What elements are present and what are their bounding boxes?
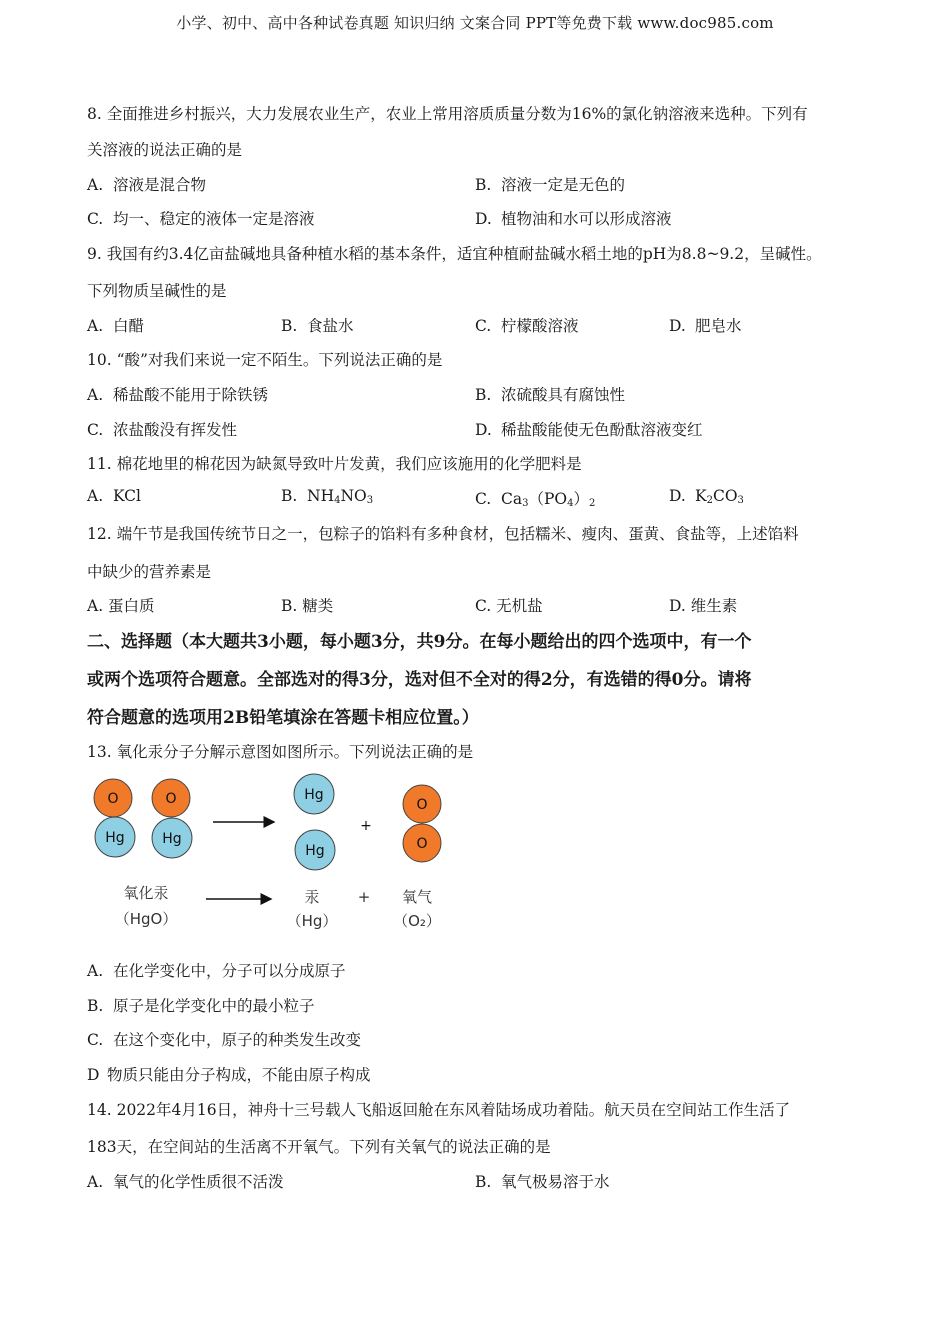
svg-text:氧化汞: 氧化汞 <box>123 884 169 902</box>
option-label: A. <box>87 487 104 505</box>
q10-stem: 10. “酸”对我们来说一定不陌生。下列说法正确的是 <box>87 351 443 369</box>
svg-text:O: O <box>107 791 119 807</box>
q13-stem: 13. 氧化汞分子分解示意图如图所示。下列说法正确的是 <box>87 743 474 761</box>
q13-option-b[interactable] <box>87 994 315 1016</box>
q14-option-b[interactable] <box>475 1170 610 1192</box>
q12-option-b[interactable]: B. 糖类 <box>281 597 334 615</box>
q12-option-c[interactable]: C. 无机盐 <box>475 597 543 615</box>
option-text: 原子是化学变化中的最小粒子 <box>113 997 315 1015</box>
q11-option-a[interactable] <box>87 487 141 505</box>
svg-text:+: + <box>360 818 372 834</box>
q9-stem-line1: 9. 我国有约3.4亿亩盐碱地具备种植水稻的基本条件，适宜种植耐盐碱水稻土地的pH为8.8~9.2，呈碱性。 <box>87 245 822 263</box>
option-label: A. <box>87 317 104 335</box>
svg-text:O: O <box>416 836 428 852</box>
section2-heading-line1: 二、选择题（本大题共3小题，每小题3分，共9分。在每小题给出的四个选项中，有一个 <box>87 632 752 652</box>
svg-text:Hg: Hg <box>162 831 182 847</box>
q12-stem-line1: 12. 端午节是我国传统节日之一，包粽子的馅料有多种食材，包括糯米、瘦肉、蛋黄、食盐等，上述馅料 <box>87 525 799 543</box>
q11-option-d[interactable] <box>669 487 744 506</box>
q9-option-d[interactable] <box>669 314 742 336</box>
option-text: $Ca_3(PO_4)_2$ <box>501 490 596 509</box>
option-text: 植物油和水可以形成溶液 <box>501 210 672 228</box>
option-label: B. <box>281 487 298 505</box>
option-text: 柠檬酸溶液 <box>501 317 579 335</box>
section2-heading-line2: 或两个选项符合题意。全部选对的得3分，选对但不全对的得2分，有选错的得0分。请将 <box>87 670 752 690</box>
option-label: D <box>87 1066 100 1084</box>
option-text: 浓盐酸没有挥发性 <box>113 421 238 439</box>
option-label: D. <box>669 487 686 505</box>
option-text: 氧气的化学性质很不活泼 <box>113 1173 284 1191</box>
option-label: B. <box>475 176 492 194</box>
option-label: D. <box>475 210 492 228</box>
hgo-molecule-2 <box>152 779 192 858</box>
page-header: 小学、初中、高中各种试卷真题 知识归纳 文案合同 PPT等免费下载 www.doc985.com <box>176 14 774 32</box>
option-text: 稀盐酸能使无色酚酞溶液变红 <box>501 421 703 439</box>
option-label: B. <box>475 386 492 404</box>
option-label: C. <box>87 1031 104 1049</box>
option-text: 均一、稳定的液体一定是溶液 <box>113 210 315 228</box>
option-text: 在化学变化中，分子可以分成原子 <box>113 962 346 980</box>
q8-option-b[interactable] <box>475 173 625 195</box>
svg-text:Hg: Hg <box>305 843 325 859</box>
q13-option-c[interactable] <box>87 1028 361 1050</box>
option-text: KCl <box>113 487 141 505</box>
q11-stem: 11. 棉花地里的棉花因为缺氮导致叶片发黄，我们应该施用的化学肥料是 <box>87 455 582 473</box>
option-label: C. <box>475 490 492 508</box>
q12-option-d[interactable]: D. 维生素 <box>669 597 738 615</box>
option-text: $K_2CO_3$ <box>695 487 744 506</box>
q9-option-b[interactable] <box>281 314 354 336</box>
option-text: 溶液是混合物 <box>113 176 207 194</box>
option-text: 浓硫酸具有腐蚀性 <box>501 386 626 404</box>
option-label: B. <box>475 1173 492 1191</box>
option-label: C. <box>87 210 104 228</box>
option-text: 在这个变化中，原子的种类发生改变 <box>113 1031 362 1049</box>
svg-text:（Hg）: （Hg） <box>286 912 338 930</box>
option-label: C. <box>87 421 104 439</box>
q11-option-b[interactable] <box>281 487 373 506</box>
option-label: A. <box>87 962 104 980</box>
svg-text:汞: 汞 <box>304 888 320 906</box>
q8-option-c[interactable] <box>87 207 315 229</box>
option-text: 溶液一定是无色的 <box>501 176 626 194</box>
q8-option-a[interactable] <box>87 173 206 195</box>
option-text: 食盐水 <box>307 317 354 335</box>
section2-heading-line3: 符合题意的选项用2B铅笔填涂在答题卡相应位置。） <box>87 708 479 728</box>
svg-text:氧气: 氧气 <box>401 888 433 906</box>
q14-stem-line1: 14. 2022年4月16日，神舟十三号载人飞船返回舱在东风着陆场成功着陆。航天员在空间站工作生活了 <box>87 1101 791 1119</box>
q10-option-b[interactable] <box>475 383 625 405</box>
option-text: 氧气极易溶于水 <box>501 1173 610 1191</box>
svg-text:O: O <box>165 791 177 807</box>
option-label: D. <box>669 317 686 335</box>
q8-option-d[interactable] <box>475 207 672 229</box>
q8-stem-line1: 8. 全面推进乡村振兴，大力发展农业生产，农业上常用溶质质量分数为16%的氯化钠溶液来选种。下列有 <box>87 105 808 123</box>
option-label: A. <box>87 176 104 194</box>
q14-option-a[interactable] <box>87 1170 284 1192</box>
q12-option-a[interactable]: A. 蛋白质 <box>87 597 155 615</box>
option-label: B. <box>281 317 298 335</box>
option-label: A. <box>87 1173 104 1191</box>
svg-text:O: O <box>416 797 428 813</box>
option-text: 肥皂水 <box>695 317 742 335</box>
option-label: A. <box>87 386 104 404</box>
q13-option-a[interactable] <box>87 959 346 981</box>
q9-option-c[interactable] <box>475 314 579 336</box>
option-text: 物质只能由分子构成，不能由原子构成 <box>107 1066 371 1084</box>
q14-stem-line2: 183天，在空间站的生活离不开氧气。下列有关氧气的说法正确的是 <box>87 1138 551 1156</box>
option-text: 白醋 <box>113 317 145 335</box>
option-label: D. <box>475 421 492 439</box>
svg-text:+: + <box>357 888 371 906</box>
q10-option-d[interactable] <box>475 418 703 440</box>
q12-stem-line2: 中缺少的营养素是 <box>87 563 212 581</box>
q9-option-a[interactable] <box>87 314 144 336</box>
option-text: 稀盐酸不能用于除铁锈 <box>113 386 269 404</box>
svg-text:（HgO）: （HgO） <box>114 910 178 928</box>
mercury-oxide-diagram <box>88 772 468 942</box>
q13-option-d[interactable] <box>87 1063 371 1085</box>
q10-option-a[interactable] <box>87 383 268 405</box>
option-label: C. <box>475 317 492 335</box>
q10-option-c[interactable] <box>87 418 237 440</box>
hgo-molecule-1 <box>94 779 135 857</box>
svg-text:Hg: Hg <box>304 787 324 803</box>
svg-text:Hg: Hg <box>105 830 125 846</box>
q11-option-c[interactable] <box>475 487 595 509</box>
q8-stem-line2: 关溶液的说法正确的是 <box>87 141 243 159</box>
svg-text:（O₂）: （O₂） <box>393 912 441 930</box>
option-text: $NH_4NO_3$ <box>307 487 374 506</box>
option-label: B. <box>87 997 104 1015</box>
q9-stem-line2: 下列物质呈碱性的是 <box>87 282 227 300</box>
